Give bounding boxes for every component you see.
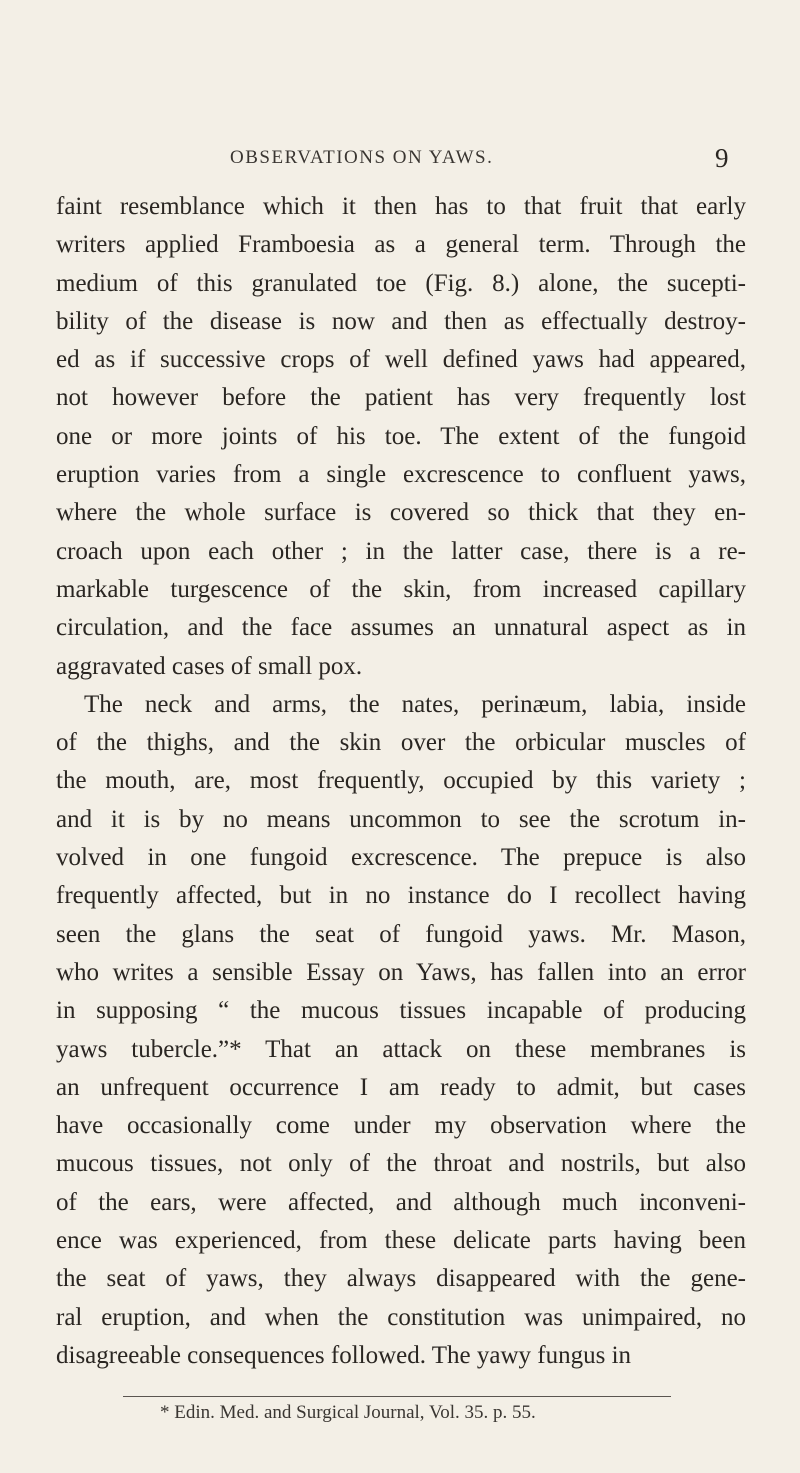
text-line: have occasionally come under my observation where the xyxy=(56,1112,746,1140)
text-line: where the whole surface is covered so thick that they en- xyxy=(56,499,746,527)
text-line: in supposing “ the mucous tissues incapable of producing xyxy=(56,997,746,1025)
text-line: ence was experienced, from these delicate parts having been xyxy=(56,1227,746,1255)
text-line: croach upon each other ; in the latter case, there is a re- xyxy=(56,537,746,565)
text-line: the mouth, are, most frequently, occupied by this variety ; xyxy=(56,767,746,795)
paragraph xyxy=(56,188,746,686)
footnote-rule xyxy=(123,1396,671,1397)
text-line: The neck and arms, the nates, perinæum, labia, inside xyxy=(84,690,746,718)
page-header xyxy=(0,143,800,183)
text-line: bility of the disease is now and then as effectually destroy- xyxy=(56,307,746,335)
text-line: the seat of yaws, they always disappeared with the gene- xyxy=(56,1265,746,1293)
running-title: OBSERVATIONS ON YAWS. xyxy=(230,147,494,168)
text-line: ral eruption, and when the constitution was unimpaired, no xyxy=(56,1303,746,1331)
text-line: frequently affected, but in no instance do I recollect having xyxy=(56,882,746,910)
text-line: seen the glans the seat of fungoid yaws. Mr. Mason, xyxy=(56,920,746,948)
text-line: writers applied Framboesia as a general term. Through the xyxy=(56,231,746,259)
text-line: mucous tissues, not only of the throat and nostrils, but also xyxy=(56,1150,746,1178)
body-text xyxy=(56,188,746,1375)
text-line: faint resemblance which it then has to that fruit that early xyxy=(56,193,746,220)
text-line: eruption varies from a single excrescence to confluent yaws, xyxy=(56,461,746,489)
text-line: who writes a sensible Essay on Yaws, has fallen into an error xyxy=(56,958,746,986)
text-line: medium of this granulated toe (Fig. 8.) alone, the sucepti- xyxy=(56,269,746,297)
text-line: circulation, and the face assumes an unnatural aspect as in xyxy=(56,614,746,642)
footnote: * Edin. Med. and Surgical Journal, Vol. 35. p. 55. xyxy=(160,1402,536,1423)
text-line: an unfrequent occurrence I am ready to admit, but cases xyxy=(56,1073,746,1101)
page-number: 9 xyxy=(715,143,729,173)
text-line: of the ears, were affected, and although much inconveni- xyxy=(56,1188,746,1216)
text-line: aggravated cases of small pox. xyxy=(56,652,363,680)
paragraph xyxy=(56,686,746,1375)
text-line: disagreeable consequences followed. The yawy fungus in xyxy=(56,1341,632,1369)
text-line: volved in one fungoid excrescence. The prepuce is also xyxy=(56,844,746,872)
text-line: ed as if successive crops of well defined yaws had appeared, xyxy=(56,346,746,374)
text-line: and it is by no means uncommon to see the scrotum in- xyxy=(56,805,746,833)
text-line: markable turgescence of the skin, from increased capillary xyxy=(56,575,746,603)
text-line: yaws tubercle.”* That an attack on these membranes is xyxy=(56,1035,746,1063)
text-line: not however before the patient has very frequently lost xyxy=(56,384,746,412)
text-line: one or more joints of his toe. The extent of the fungoid xyxy=(56,422,746,450)
text-line: of the thighs, and the skin over the orbicular muscles of xyxy=(56,729,746,757)
